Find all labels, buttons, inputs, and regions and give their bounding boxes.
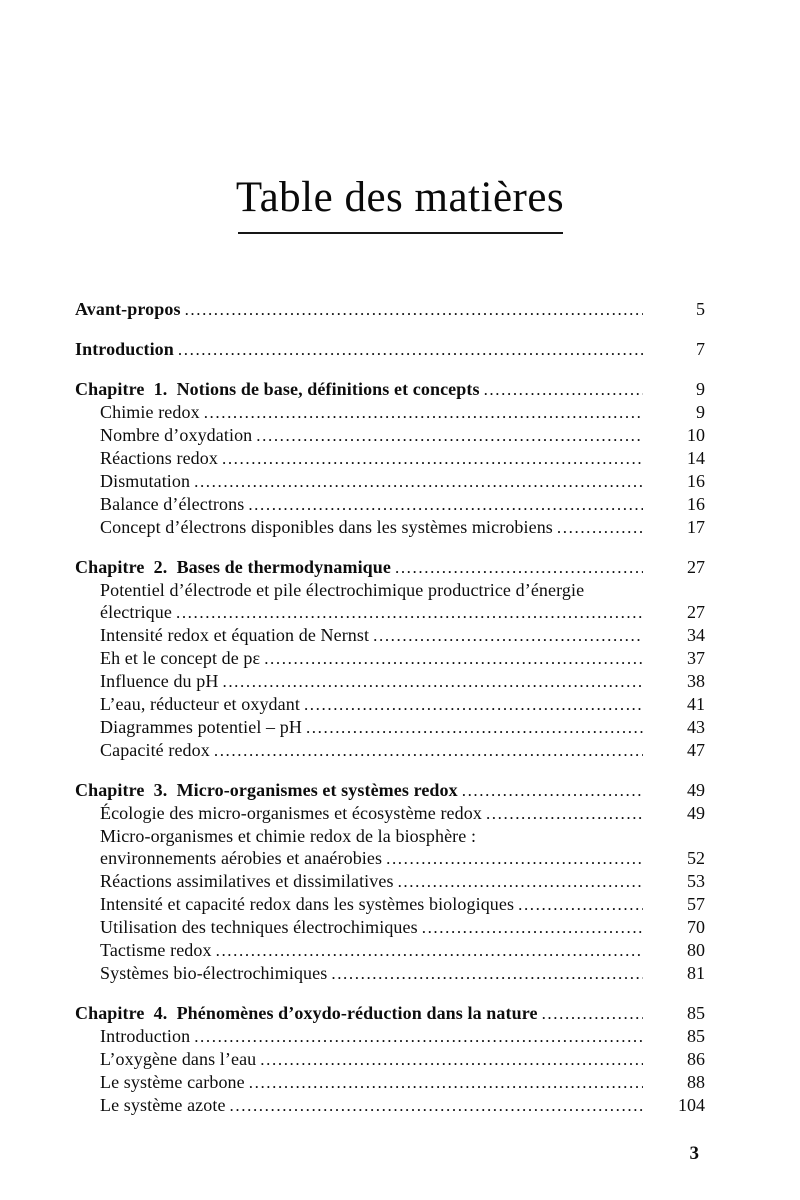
dot-leader xyxy=(178,338,643,361)
dot-leader xyxy=(194,470,643,493)
toc-entry-label: Concept d’électrons disponibles dans les systèmes microbiens xyxy=(100,517,553,537)
dot-leader xyxy=(214,739,643,762)
dot-leader xyxy=(386,847,643,870)
toc-entry-label: Introduction xyxy=(100,1026,191,1046)
dot-leader xyxy=(216,939,643,962)
dot-leader xyxy=(230,1094,643,1117)
toc-entry-page: 80 xyxy=(687,940,705,960)
toc-entry-label: Nombre d’oxydation xyxy=(100,425,253,445)
toc-entry-row xyxy=(75,579,705,601)
toc-entry-label: Balance d’électrons xyxy=(100,494,245,514)
dot-leader xyxy=(264,647,643,670)
dot-leader xyxy=(422,916,643,939)
toc-entry-row xyxy=(75,739,705,762)
toc-entry-label: Eh et le concept de pε xyxy=(100,648,261,668)
dot-leader xyxy=(484,378,643,401)
toc-entry-row xyxy=(75,493,705,516)
toc-entry-row xyxy=(75,401,705,424)
toc-entry-row xyxy=(75,447,705,470)
toc-entry-page: 34 xyxy=(687,625,705,645)
dot-leader xyxy=(373,624,643,647)
page-title: Table des matières xyxy=(235,174,565,221)
toc-entry-row xyxy=(75,802,705,825)
toc-entry-row xyxy=(75,470,705,493)
toc-entry-page: 27 xyxy=(687,557,705,577)
dot-leader xyxy=(248,493,643,516)
dot-leader xyxy=(260,1048,643,1071)
dot-leader xyxy=(395,556,643,579)
toc-entry-row xyxy=(75,670,705,693)
dot-leader xyxy=(222,447,643,470)
toc-entry-page: 16 xyxy=(687,471,705,491)
toc-entry-label: Diagrammes potentiel – pH xyxy=(100,717,302,737)
dot-leader xyxy=(518,893,643,916)
dot-leader xyxy=(462,779,643,802)
dot-leader xyxy=(256,424,643,447)
toc-entry-row xyxy=(75,716,705,739)
toc-entry-page: 9 xyxy=(696,379,705,399)
toc-entry-page: 86 xyxy=(687,1049,705,1069)
toc-entry-row xyxy=(75,962,705,985)
toc-list xyxy=(75,298,705,1117)
dot-leader xyxy=(185,298,643,321)
toc-entry-page: 81 xyxy=(687,963,705,983)
toc-entry-label: électrique xyxy=(100,602,172,622)
toc-entry-page: 14 xyxy=(687,448,705,468)
toc-entry-row xyxy=(75,424,705,447)
toc-entry-page: 10 xyxy=(687,425,705,445)
toc-entry-label: Introduction xyxy=(75,339,174,359)
toc-entry-page: 38 xyxy=(687,671,705,691)
toc-entry-page: 7 xyxy=(696,339,705,359)
toc-entry-label: L’oxygène dans l’eau xyxy=(100,1049,257,1069)
toc-entry-label: Influence du pH xyxy=(100,671,219,691)
toc-entry-page: 47 xyxy=(687,740,705,760)
dot-leader xyxy=(176,601,643,624)
toc-entry-label: environnements aérobies et anaérobies xyxy=(100,848,383,868)
toc-entry-label: Potentiel d’électrode et pile électrochimique productrice d’énergie xyxy=(100,580,585,600)
toc-entry-row xyxy=(75,1048,705,1071)
toc-entry-row xyxy=(75,825,705,847)
toc-entry-label: Chapitre 2. Bases de thermodynamique xyxy=(75,557,391,577)
toc-entry-row xyxy=(75,647,705,670)
toc-entry-row xyxy=(75,693,705,716)
dot-leader xyxy=(194,1025,643,1048)
toc-entry-row xyxy=(75,939,705,962)
toc-entry-row xyxy=(75,1094,705,1117)
toc-entry-page: 16 xyxy=(687,494,705,514)
dot-leader xyxy=(222,670,643,693)
toc-chapter-row xyxy=(75,1002,705,1025)
toc-entry-page: 17 xyxy=(687,517,705,537)
toc-entry-label: Le système carbone xyxy=(100,1072,245,1092)
toc-entry-page: 88 xyxy=(687,1072,705,1092)
toc-chapter-row xyxy=(75,779,705,802)
dot-leader xyxy=(331,962,643,985)
toc-entry-page: 9 xyxy=(696,402,705,422)
toc-entry-page: 49 xyxy=(687,780,705,800)
dot-leader xyxy=(542,1002,643,1025)
toc-chapter-row xyxy=(75,338,705,361)
toc-entry-page: 41 xyxy=(687,694,705,714)
toc-entry-label: Tactisme redox xyxy=(100,940,212,960)
dot-leader xyxy=(304,693,643,716)
toc-entry-row xyxy=(75,893,705,916)
dot-leader xyxy=(204,401,643,424)
toc-entry-label: Capacité redox xyxy=(100,740,210,760)
dot-leader xyxy=(557,516,643,539)
dot-leader xyxy=(306,716,643,739)
toc-entry-row xyxy=(75,601,705,624)
toc-entry-label: Intensité et capacité redox dans les systèmes biologiques xyxy=(100,894,515,914)
toc-entry-page: 5 xyxy=(696,299,705,319)
toc-entry-page: 37 xyxy=(687,648,705,668)
dot-leader xyxy=(249,1071,643,1094)
toc-entry-page: 27 xyxy=(687,602,705,622)
toc-chapter-row xyxy=(75,556,705,579)
toc-entry-page: 85 xyxy=(687,1026,705,1046)
title-underline xyxy=(238,232,563,234)
toc-entry-label: Chapitre 1. Notions de base, définitions et concepts xyxy=(75,379,480,399)
toc-entry-label: L’eau, réducteur et oxydant xyxy=(100,694,300,714)
toc-entry-row xyxy=(75,516,705,539)
toc-entry-row xyxy=(75,870,705,893)
toc-entry-label: Dismutation xyxy=(100,471,191,491)
toc-entry-label: Micro-organismes et chimie redox de la biosphère : xyxy=(100,826,477,846)
toc-entry-page: 52 xyxy=(687,848,705,868)
toc-entry-page: 53 xyxy=(687,871,705,891)
toc-entry-label: Écologie des micro-organismes et écosystème redox xyxy=(100,803,482,823)
toc-entry-row xyxy=(75,1071,705,1094)
toc-entry-page: 43 xyxy=(687,717,705,737)
toc-entry-row xyxy=(75,916,705,939)
toc-entry-label: Avant-propos xyxy=(75,299,181,319)
toc-entry-page: 104 xyxy=(678,1095,705,1115)
toc-entry-label: Réactions assimilatives et dissimilatives xyxy=(100,871,394,891)
toc-entry-page: 85 xyxy=(687,1003,705,1023)
toc-entry-page: 70 xyxy=(687,917,705,937)
toc-chapter-row xyxy=(75,298,705,321)
toc-entry-row xyxy=(75,1025,705,1048)
title-block xyxy=(0,0,800,234)
toc-entry-row xyxy=(75,847,705,870)
toc-entry-label: Chapitre 4. Phénomènes d’oxydo-réduction dans la nature xyxy=(75,1003,538,1023)
toc-entry-label: Intensité redox et équation de Nernst xyxy=(100,625,370,645)
toc-chapter-row xyxy=(75,378,705,401)
toc-entry-label: Réactions redox xyxy=(100,448,218,468)
dot-leader xyxy=(398,870,643,893)
toc-entry-page: 49 xyxy=(687,803,705,823)
toc-entry-label: Utilisation des techniques électrochimiques xyxy=(100,917,418,937)
toc-entry-label: Systèmes bio-électrochimiques xyxy=(100,963,328,983)
folio-page-number: 3 xyxy=(689,1143,699,1164)
toc-entry-label: Chimie redox xyxy=(100,402,200,422)
toc-entry-label: Le système azote xyxy=(100,1095,226,1115)
toc-entry-label: Chapitre 3. Micro-organismes et systèmes redox xyxy=(75,780,458,800)
toc-entry-page: 57 xyxy=(687,894,705,914)
dot-leader xyxy=(486,802,643,825)
toc-entry-row xyxy=(75,624,705,647)
